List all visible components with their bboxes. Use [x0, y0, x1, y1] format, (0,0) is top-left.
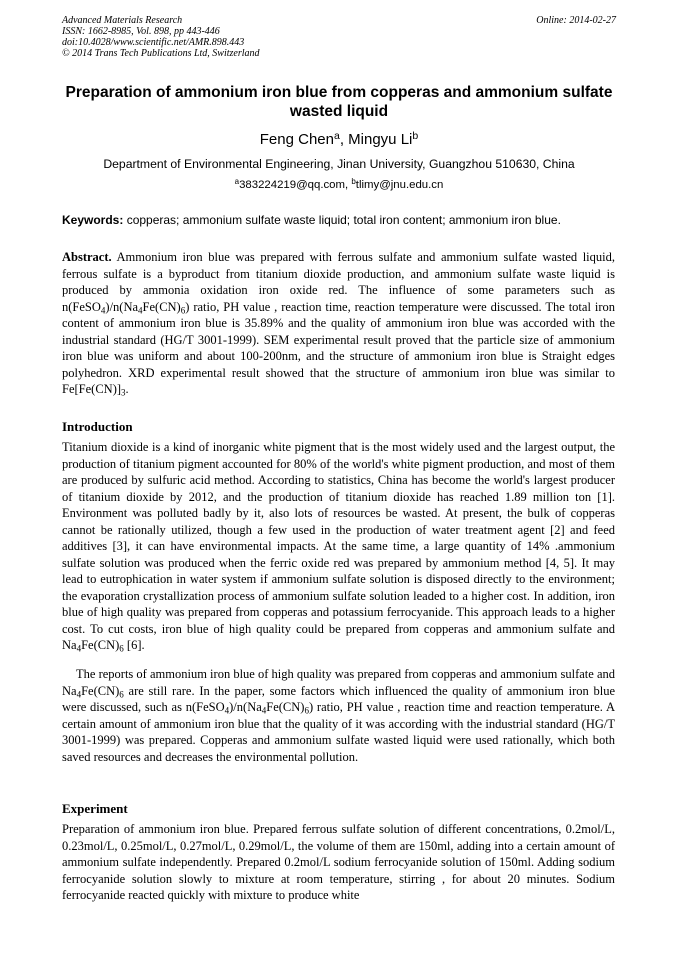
intro-p2-text-c: are still rare. In the paper, some factors which influenced the quality of ammonium iron blue were discussed, such as n(FeSO — [62, 683, 615, 714]
author-2: Mingyu Li — [348, 131, 413, 148]
doi-line: doi:10.4028/www.scientific.net/AMR.898.443 — [62, 37, 245, 48]
intro-p1-text-a: Titanium dioxide is a kind of inorganic white pigment that is the most widely used and the largest output, the production of titanium pigment accounted for 80% of the world's white pigment production, and most of them are produced by sulfuric acid method. According to statistics, China has become the world's largest producer of titanium dioxide by 2012, and the production of titanium dioxide has reached 1.89 million ton [1]. Environment was polluted badly by it, also lots of resources be wasted. At present, the bulk of copperas cannot be rationally utilized, though a few used in the production of water treatment agent [2] and feed additives [3], it can have environmental impacts. At the same time, a large quantity of 14% .ammonium sulfate solution was produced when the ferric oxide red was prepared by ammonium method [4, 5]. It may lead to eutrophication in water system if ammonium sulfate solution is disposed directly to the environment; the evaporation crystallization process of ammonium sulfate solution leaded to a higher cost. In addition, iron blue of high quality was prepared from copperas and potassium ferrocyanide. This approach leads to a higher cost. To cut costs, iron blue of high quality could be prepared from copperas and ammonium sulfate and Na — [62, 440, 615, 652]
email-b[interactable]: tlimy@jnu.edu.cn — [355, 179, 444, 191]
intro-p2-text-f: ) ratio, PH value , reaction time and reaction temperature. A certain amount of ammonium iron blue that the quality of it was according with the industrial standard (HG/T 3001-1999) was prepared. Copperas and ammonium sulfate wasted liquid were used rationally, which both saved resources and decreases the environmental pollution. — [62, 700, 615, 764]
paper-title: Preparation of ammonium iron blue from copperas and ammonium sulfate wasted liquid — [65, 84, 613, 120]
introduction-paragraph-2 — [62, 666, 615, 765]
abstract-text-2: )/n(Na — [105, 299, 139, 314]
abstract-label: Abstract. — [62, 250, 112, 264]
subscript: 4 — [76, 688, 82, 699]
email-separator: , — [345, 179, 352, 191]
intro-p2-text-d: )/n(Na — [229, 700, 262, 714]
abstract-text-1: Ammonium iron blue was prepared with ferrous sulfate and ammonium sulfate wasted liquid, ferrous sulfate is a byproduct from titanium dioxide production, and ammonium sulfate waste liquid is produced by ammonia oxidation iron oxide red. The influence of some parameters such as n(FeSO — [62, 250, 615, 314]
subscript: 4 — [76, 643, 82, 654]
abstract-text-4: ) ratio, PH value , reaction time, reaction temperature were discussed. The total iron content of ammonium iron blue is 35.89% and the quality of ammonium iron blue was accorded with the industrial standard (HG/T 3001-1999). SEM experimental result proved that the particle size of ammonium iron blue was uniform and about 100-200nm, and the structure of ammonium iron blue is Straight edges polyhedron. XRD experimental result showed that the structure of ammonium iron blue was similar to Fe[Fe(CN)] — [62, 299, 615, 396]
intro-p1-text-b: Fe(CN) — [81, 638, 120, 652]
email-b-mark: b — [351, 177, 356, 187]
intro-p2-text-a: The reports of ammonium iron blue of high quality was prepared from copperas and ammonium sulfate and Na — [62, 667, 615, 698]
abstract-text-3: Fe(CN) — [142, 299, 181, 314]
subscript: 4 — [261, 705, 267, 716]
journal-name: Advanced Materials Research — [62, 15, 183, 26]
subscript: 4 — [138, 304, 143, 315]
authors — [62, 131, 616, 149]
subscript: 6 — [119, 643, 124, 654]
copyright-line: © 2014 Trans Tech Publications Ltd, Switzerland — [62, 48, 260, 59]
experiment-paragraph-1: Preparation of ammonium iron blue. Prepared ferrous sulfate solution of different concentrations, 0.2mol/L, 0.23mol/L, 0.25mol/L, 0.27mol/L, 0.29mol/L, the volume of them are 150ml, adding into a certain amount of ammonium sulfate independently. Prepared 0.2mol/L sodium ferrocyanide solution of 150ml. Adding sodium ferrocyanide solution slowly to mixture at room temperature, stirring , for about 20 minutes. Sodium ferrocyanide reacted quickly with mixture to produce white — [62, 822, 615, 902]
subscript: 6 — [304, 705, 309, 716]
author-emails — [62, 178, 616, 192]
keywords — [62, 213, 616, 228]
author-1-mark: a — [333, 129, 340, 142]
subscript: 4 — [100, 304, 106, 315]
issn-line: ISSN: 1662-8985, Vol. 898, pp 443-446 — [62, 26, 220, 37]
affiliation: Department of Environmental Engineering, Jinan University, Guangzhou 510630, China — [103, 157, 575, 171]
subscript: 4 — [224, 705, 230, 716]
intro-p2-text-b: Fe(CN) — [81, 683, 120, 698]
online-date: Online: 2014-02-27 — [536, 15, 616, 26]
subscript: 6 — [119, 688, 124, 699]
author-separator: , — [339, 131, 349, 148]
abstract-text-5: . — [125, 382, 129, 396]
email-a-mark: a — [234, 177, 240, 187]
subscript: 3 — [121, 387, 126, 398]
author-2-mark: b — [412, 129, 419, 142]
email-a[interactable]: 383224219@qq.com — [239, 179, 346, 191]
introduction-paragraph-1 — [62, 439, 615, 654]
keywords-text: copperas; ammonium sulfate waste liquid; total iron content; ammonium iron blue. — [123, 213, 561, 227]
intro-p1-text-c: [6]. — [123, 638, 145, 652]
keywords-label: Keywords: — [62, 213, 124, 227]
abstract — [62, 249, 615, 398]
subscript: 6 — [180, 304, 186, 315]
intro-p2-text-e: Fe(CN) — [266, 700, 305, 714]
experiment-heading: Experiment — [62, 801, 128, 816]
author-1: Feng Chen — [259, 131, 334, 148]
introduction-heading: Introduction — [62, 419, 133, 434]
journal-header — [62, 15, 260, 59]
